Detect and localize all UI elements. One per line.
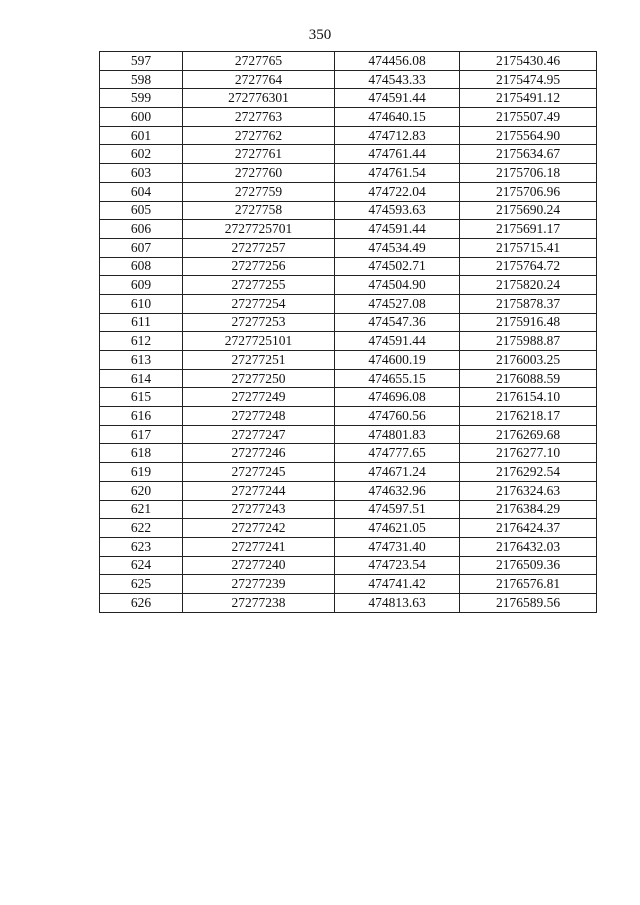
x-coordinate-cell: 474760.56	[335, 407, 460, 426]
table-row	[100, 575, 597, 594]
y-coordinate-cell: 2176154.10	[460, 388, 597, 407]
point-id-cell: 27277253	[183, 313, 335, 332]
y-coordinate-cell: 2175715.41	[460, 238, 597, 257]
point-id-cell: 27277249	[183, 388, 335, 407]
point-id-cell: 27277257	[183, 238, 335, 257]
point-number-cell: 607	[100, 238, 183, 257]
x-coordinate-cell: 474632.96	[335, 481, 460, 500]
x-coordinate-cell: 474640.15	[335, 108, 460, 127]
x-coordinate-cell: 474761.44	[335, 145, 460, 164]
point-id-cell: 2727761	[183, 145, 335, 164]
point-number-cell: 605	[100, 201, 183, 220]
table-row	[100, 294, 597, 313]
table-row	[100, 425, 597, 444]
y-coordinate-cell: 2175430.46	[460, 52, 597, 71]
point-id-cell: 2727760	[183, 164, 335, 183]
point-number-cell: 598	[100, 70, 183, 89]
x-coordinate-cell: 474671.24	[335, 463, 460, 482]
x-coordinate-cell: 474741.42	[335, 575, 460, 594]
y-coordinate-cell: 2175690.24	[460, 201, 597, 220]
point-id-cell: 27277246	[183, 444, 335, 463]
point-id-cell: 27277242	[183, 519, 335, 538]
y-coordinate-cell: 2176088.59	[460, 369, 597, 388]
table-row	[100, 52, 597, 71]
x-coordinate-cell: 474534.49	[335, 238, 460, 257]
point-number-cell: 601	[100, 126, 183, 145]
point-number-cell: 611	[100, 313, 183, 332]
point-number-cell: 609	[100, 276, 183, 295]
table-row	[100, 388, 597, 407]
table-row	[100, 126, 597, 145]
y-coordinate-cell: 2175491.12	[460, 89, 597, 108]
y-coordinate-cell: 2176509.36	[460, 556, 597, 575]
y-coordinate-cell: 2175916.48	[460, 313, 597, 332]
table-row	[100, 313, 597, 332]
point-id-cell: 27277245	[183, 463, 335, 482]
point-number-cell: 615	[100, 388, 183, 407]
x-coordinate-cell: 474456.08	[335, 52, 460, 71]
point-id-cell: 27277243	[183, 500, 335, 519]
point-id-cell: 2727725701	[183, 220, 335, 239]
point-number-cell: 620	[100, 481, 183, 500]
point-id-cell: 272776301	[183, 89, 335, 108]
table-row	[100, 164, 597, 183]
point-id-cell: 27277247	[183, 425, 335, 444]
y-coordinate-cell: 2176384.29	[460, 500, 597, 519]
table-row	[100, 444, 597, 463]
table-row	[100, 238, 597, 257]
table-row	[100, 182, 597, 201]
point-id-cell: 27277250	[183, 369, 335, 388]
y-coordinate-cell: 2176218.17	[460, 407, 597, 426]
table-row	[100, 351, 597, 370]
point-number-cell: 617	[100, 425, 183, 444]
point-id-cell: 27277256	[183, 257, 335, 276]
table-row	[100, 519, 597, 538]
point-number-cell: 614	[100, 369, 183, 388]
point-id-cell: 27277251	[183, 351, 335, 370]
point-id-cell: 27277248	[183, 407, 335, 426]
y-coordinate-cell: 2176589.56	[460, 593, 597, 612]
page-number: 350	[308, 27, 332, 43]
x-coordinate-cell: 474591.44	[335, 89, 460, 108]
table-row	[100, 70, 597, 89]
point-number-cell: 608	[100, 257, 183, 276]
x-coordinate-cell: 474696.08	[335, 388, 460, 407]
x-coordinate-cell: 474712.83	[335, 126, 460, 145]
coordinates-table	[99, 51, 597, 613]
x-coordinate-cell: 474504.90	[335, 276, 460, 295]
point-number-cell: 597	[100, 52, 183, 71]
y-coordinate-cell: 2176424.37	[460, 519, 597, 538]
y-coordinate-cell: 2176277.10	[460, 444, 597, 463]
y-coordinate-cell: 2175691.17	[460, 220, 597, 239]
y-coordinate-cell: 2175634.67	[460, 145, 597, 164]
y-coordinate-cell: 2175764.72	[460, 257, 597, 276]
x-coordinate-cell: 474591.44	[335, 220, 460, 239]
point-number-cell: 616	[100, 407, 183, 426]
x-coordinate-cell: 474593.63	[335, 201, 460, 220]
table-row	[100, 108, 597, 127]
y-coordinate-cell: 2175474.95	[460, 70, 597, 89]
point-number-cell: 603	[100, 164, 183, 183]
x-coordinate-cell: 474527.08	[335, 294, 460, 313]
x-coordinate-cell: 474723.54	[335, 556, 460, 575]
point-number-cell: 623	[100, 537, 183, 556]
point-number-cell: 610	[100, 294, 183, 313]
point-number-cell: 625	[100, 575, 183, 594]
x-coordinate-cell: 474731.40	[335, 537, 460, 556]
y-coordinate-cell: 2176576.81	[460, 575, 597, 594]
point-id-cell: 27277239	[183, 575, 335, 594]
y-coordinate-cell: 2175507.49	[460, 108, 597, 127]
point-number-cell: 626	[100, 593, 183, 612]
point-number-cell: 613	[100, 351, 183, 370]
table-row	[100, 593, 597, 612]
x-coordinate-cell: 474543.33	[335, 70, 460, 89]
point-number-cell: 602	[100, 145, 183, 164]
point-id-cell: 2727764	[183, 70, 335, 89]
y-coordinate-cell: 2176269.68	[460, 425, 597, 444]
x-coordinate-cell: 474621.05	[335, 519, 460, 538]
table-row	[100, 481, 597, 500]
y-coordinate-cell: 2176003.25	[460, 351, 597, 370]
x-coordinate-cell: 474722.04	[335, 182, 460, 201]
table-row	[100, 220, 597, 239]
x-coordinate-cell: 474801.83	[335, 425, 460, 444]
table-row	[100, 369, 597, 388]
y-coordinate-cell: 2176432.03	[460, 537, 597, 556]
x-coordinate-cell: 474597.51	[335, 500, 460, 519]
point-number-cell: 619	[100, 463, 183, 482]
x-coordinate-cell: 474502.71	[335, 257, 460, 276]
y-coordinate-cell: 2175878.37	[460, 294, 597, 313]
point-id-cell: 27277254	[183, 294, 335, 313]
y-coordinate-cell: 2175820.24	[460, 276, 597, 295]
y-coordinate-cell: 2175706.96	[460, 182, 597, 201]
x-coordinate-cell: 474591.44	[335, 332, 460, 351]
table-row	[100, 145, 597, 164]
x-coordinate-cell: 474600.19	[335, 351, 460, 370]
point-id-cell: 27277255	[183, 276, 335, 295]
y-coordinate-cell: 2176324.63	[460, 481, 597, 500]
point-number-cell: 624	[100, 556, 183, 575]
x-coordinate-cell: 474547.36	[335, 313, 460, 332]
point-number-cell: 618	[100, 444, 183, 463]
y-coordinate-cell: 2175988.87	[460, 332, 597, 351]
point-number-cell: 606	[100, 220, 183, 239]
table-row	[100, 537, 597, 556]
point-number-cell: 600	[100, 108, 183, 127]
point-number-cell: 622	[100, 519, 183, 538]
point-id-cell: 2727758	[183, 201, 335, 220]
point-id-cell: 2727763	[183, 108, 335, 127]
y-coordinate-cell: 2175564.90	[460, 126, 597, 145]
table-row	[100, 556, 597, 575]
y-coordinate-cell: 2175706.18	[460, 164, 597, 183]
table-row	[100, 201, 597, 220]
point-id-cell: 2727725101	[183, 332, 335, 351]
table-row	[100, 407, 597, 426]
point-id-cell: 2727765	[183, 52, 335, 71]
point-id-cell: 2727762	[183, 126, 335, 145]
coordinates-table-body	[100, 52, 597, 613]
table-row	[100, 463, 597, 482]
point-id-cell: 27277238	[183, 593, 335, 612]
point-id-cell: 27277241	[183, 537, 335, 556]
table-row	[100, 332, 597, 351]
table-row	[100, 500, 597, 519]
point-number-cell: 612	[100, 332, 183, 351]
point-number-cell: 604	[100, 182, 183, 201]
point-id-cell: 27277240	[183, 556, 335, 575]
x-coordinate-cell: 474761.54	[335, 164, 460, 183]
x-coordinate-cell: 474813.63	[335, 593, 460, 612]
point-number-cell: 621	[100, 500, 183, 519]
point-number-cell: 599	[100, 89, 183, 108]
point-id-cell: 27277244	[183, 481, 335, 500]
y-coordinate-cell: 2176292.54	[460, 463, 597, 482]
table-row	[100, 257, 597, 276]
x-coordinate-cell: 474655.15	[335, 369, 460, 388]
table-row	[100, 89, 597, 108]
point-id-cell: 2727759	[183, 182, 335, 201]
table-row	[100, 276, 597, 295]
x-coordinate-cell: 474777.65	[335, 444, 460, 463]
